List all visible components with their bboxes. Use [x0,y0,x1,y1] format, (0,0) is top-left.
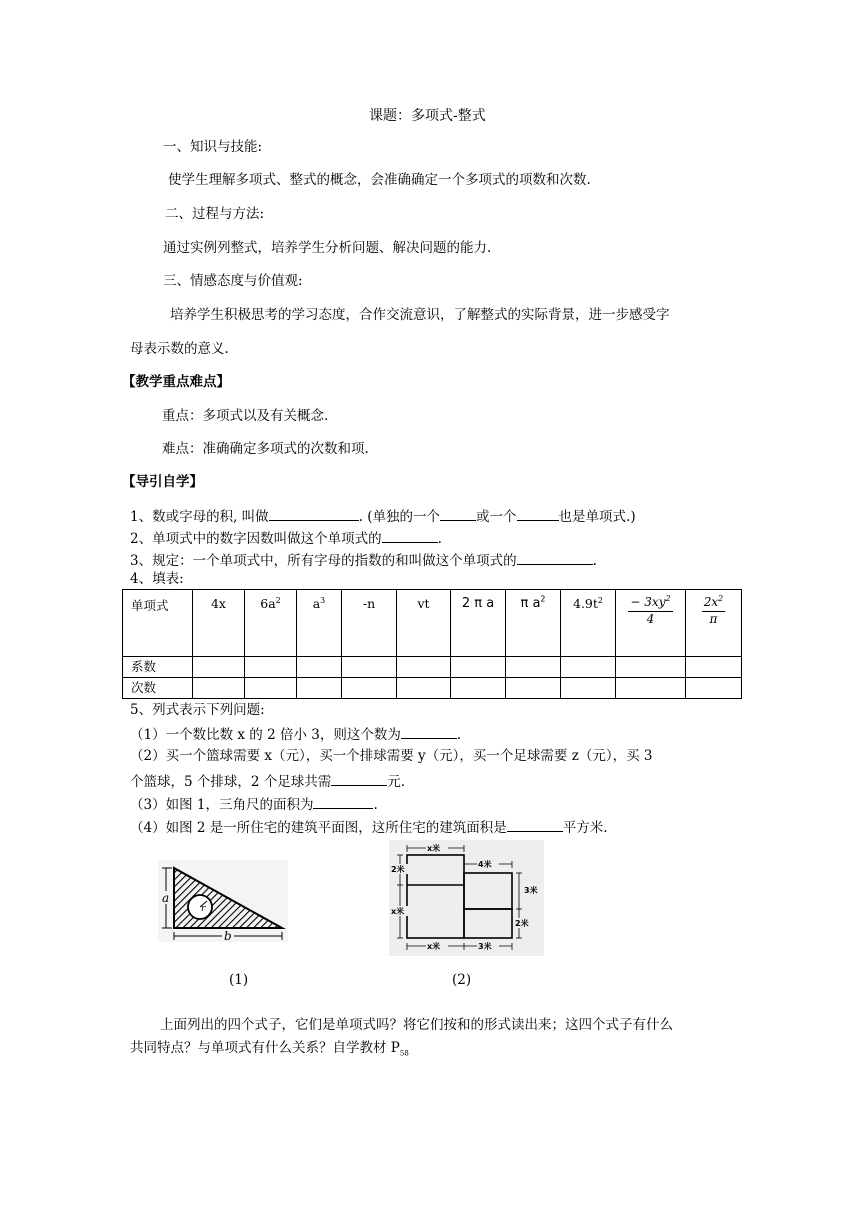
answer-cell[interactable] [342,678,397,699]
table-row [123,590,742,657]
figure-1-label-r: r [201,904,206,914]
term-cell: π $a^2$ [506,590,561,657]
guide-question-3 [130,550,597,569]
answer-cell[interactable] [561,678,616,699]
key-focus: 重点：多项式以及有关概念. [162,408,329,424]
q2-text-a: 2、单项式中的数字因数叫做这个单项式的 [130,531,382,547]
row-header-degree: 次数 [123,678,193,699]
guide-heading: 【导引自学】 [122,474,203,490]
section-3-body-line1: 培养学生积极思考的学习态度，合作交流意识，了解整式的实际背景，进一步感受字 [170,307,670,323]
figure-2-label-right-low: 2米 [515,919,529,928]
q3-text-b: . [592,553,597,569]
answer-blank[interactable] [507,817,563,832]
lesson-title: 课题：多项式-整式 [369,108,486,124]
figure-2-label-top-left: x米 [427,844,441,853]
table-row [123,657,742,678]
answer-cell[interactable] [616,657,686,678]
section-3-heading: 三、情感态度与价值观: [163,273,303,289]
fraction: $\frac{- 3xy^2}{4}$ [630,594,671,626]
term-cell: -n [342,590,397,657]
guide-question-1 [130,506,636,525]
term-cell-fraction [686,590,742,657]
answer-cell[interactable] [297,678,342,699]
answer-cell[interactable] [686,678,742,699]
q5-part-3: （3）如图 1，三角尺的面积为 . [130,794,378,813]
section-2-heading: 二、过程与方法: [165,206,265,222]
section-1-heading: 一、知识与技能: [163,139,263,155]
q1-text-a: 1、数或字母的积, 叫做 [130,509,269,525]
figure-2-label-right-mid: 3米 [524,886,538,895]
row-header-monomial: 单项式 [123,590,193,657]
answer-cell[interactable] [297,657,342,678]
q5-part-4: （4）如图 2 是一所住宅的建筑平面图，这所住宅的建筑面积是 平方米. [130,817,608,836]
closing-line1: 上面列出的四个式子，它们是单项式吗？将它们按和的形式读出来；这四个式子有什么 [160,1017,673,1033]
figure-2-label-bottom-left: x米 [427,942,441,951]
figure-2-label-left-mid: x米 [391,907,405,916]
answer-blank[interactable] [331,771,387,786]
term-cell: $6a^2$ [245,590,297,657]
answer-cell[interactable] [451,657,506,678]
answer-cell[interactable] [561,657,616,678]
q5-part-1: （1）一个数比数 x 的 2 倍小 3，则这个数为 . [130,724,461,743]
q5-part-2-line1: （2）买一个篮球需要 x（元），买一个排球需要 y（元），买一个足球需要 z（元），买 3 [130,748,653,764]
answer-cell[interactable] [397,678,451,699]
term-cell: vt [397,590,451,657]
answer-cell[interactable] [686,657,742,678]
figure-2-label-top-right: 4米 [478,860,492,869]
answer-blank[interactable] [517,506,559,521]
q5-heading: 5、列式表示下列问题: [130,702,265,718]
answer-cell[interactable] [193,657,245,678]
answer-cell[interactable] [342,657,397,678]
answer-blank[interactable] [401,724,457,739]
section-2-body: 通过实例列整式，培养学生分析问题、解决问题的能力. [163,240,492,256]
answer-blank[interactable] [269,506,359,521]
answer-blank[interactable] [313,794,373,809]
answer-cell[interactable] [245,678,297,699]
term-cell: 4x [193,590,245,657]
q1-text-c: 或一个 [476,509,517,525]
guide-question-2 [130,528,442,547]
fraction: $\frac{2x^2}{\pi}$ [703,594,724,626]
term-cell: $4.9t^2$ [561,590,616,657]
key-difficulty: 难点：准确确定多项式的次数和项. [162,441,369,457]
row-header-coefficient: 系数 [123,657,193,678]
answer-cell[interactable] [616,678,686,699]
figure-1-set-square [158,860,288,942]
term-cell: 2 π a [451,590,506,657]
table-row [123,678,742,699]
section-3-body-line2: 母表示数的意义. [130,341,229,357]
q2-text-b: . [437,531,442,547]
answer-cell[interactable] [506,678,561,699]
answer-cell[interactable] [193,678,245,699]
answer-blank[interactable] [517,550,593,565]
answer-cell[interactable] [451,678,506,699]
answer-blank[interactable] [382,528,438,543]
answer-cell[interactable] [506,657,561,678]
figure-1-caption: (1) [229,972,249,988]
answer-blank[interactable] [440,506,476,521]
figure-2-label-left-top: 2米 [391,865,405,874]
term-cell: $a^3$ [297,590,342,657]
figure-2-caption: (2) [452,972,472,988]
key-points-heading: 【教学重点难点】 [122,374,230,390]
q1-text-b: . (单独的一个 [358,509,441,525]
q5-part-2-line2: 个篮球，5 个排球，2 个足球共需 元. [130,771,405,790]
term-cell-fraction [616,590,686,657]
figure-1-label-a: a [162,891,170,905]
answer-cell[interactable] [397,657,451,678]
figure-1-label-b: b [224,929,232,942]
monomial-table [122,589,742,699]
answer-cell[interactable] [245,657,297,678]
closing-line2: 共同特点？与单项式有什么关系？自学教材 $P_{58}$ [130,1040,409,1058]
figure-2-label-bottom-right: 3米 [478,942,492,951]
figure-2-floor-plan [389,840,544,956]
q1-text-d: 也是单项式.) [558,509,636,525]
q3-text-a: 3、规定：一个单项式中，所有字母的指数的和叫做这个单项式的 [130,553,517,569]
section-1-body: 使学生理解多项式、整式的概念，会准确确定一个多项式的项数和次数. [168,172,591,188]
guide-question-4: 4、填表: [130,571,184,587]
